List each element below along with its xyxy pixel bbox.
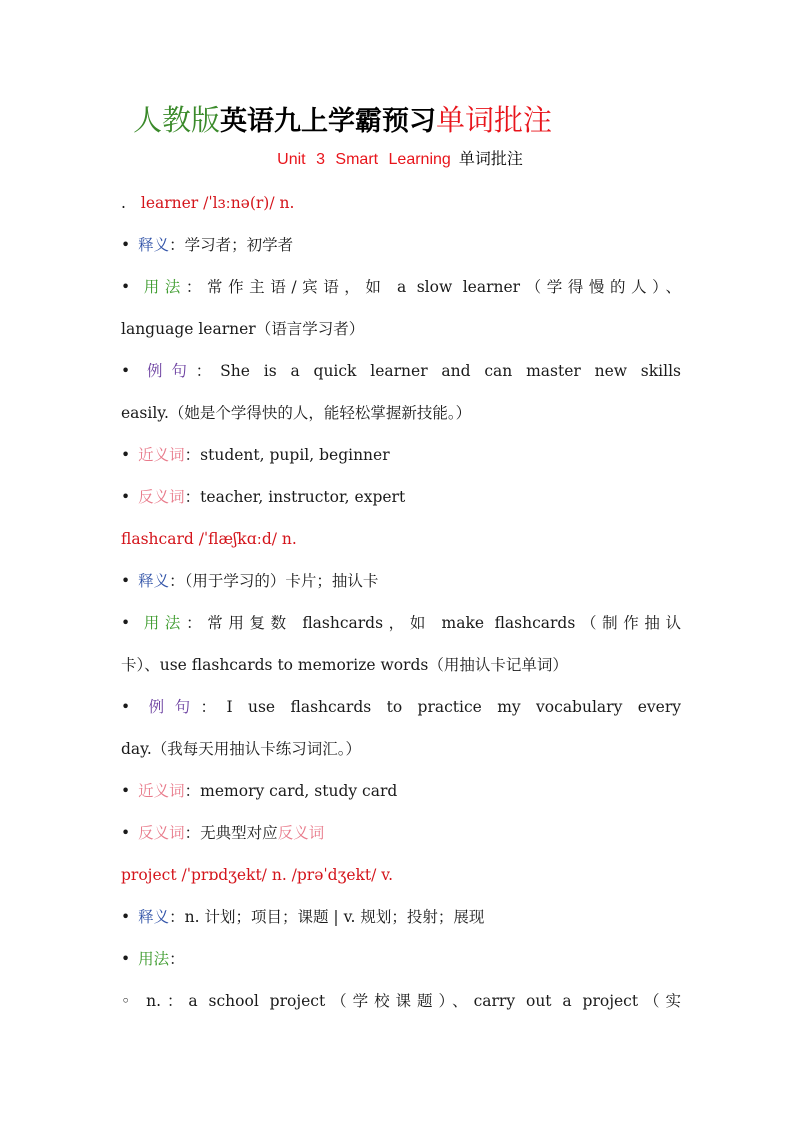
flashcard-example-line2: day.（我每天用抽认卡练习词汇。） [121,740,362,758]
label-liju: 例句 [138,698,201,716]
circle-bullet-icon: ◦ [121,992,137,1010]
usage-noun-text: n.：a school project（学校课题）、carry out a project（实 [146,992,681,1010]
flashcard-definition [121,560,681,602]
label-shiyi: 释义 [138,908,170,926]
flashcard-antonyms [121,812,681,854]
project-usage [121,938,681,980]
document-title [133,98,693,144]
antonyms-text: ：无典型对应 [184,824,278,842]
bullet: • [121,950,131,968]
headword-text: learner /ˈlɜːnə(r)/ n. [140,194,295,212]
learner-example-line1 [121,350,681,392]
title-publisher: 人教版 [133,103,221,137]
bullet: • [121,824,131,842]
learner-synonyms [121,434,681,476]
subtitle-label: 单词批注 [458,151,523,168]
learner-example-line2: easily.（她是个学得快的人，能轻松掌握新技能。） [121,404,472,422]
synonyms-text: ：memory card, study card [184,782,398,800]
bullet: • [121,698,131,716]
usage-text: ：常作主语/宾语，如 a slow learner（学得慢的人）、 [185,278,681,296]
headword-text: project /ˈprɒdʒekt/ n. /prəˈdʒekt/ v. [121,866,394,884]
definition-text: ：（用于学习的）卡片；抽认卡 [169,572,379,590]
bullet: • [121,488,131,506]
antonyms-text: ：teacher, instructor, expert [184,488,406,506]
learner-antonyms [121,476,681,518]
learner-definition [121,224,681,266]
lead-dot: . [121,194,126,212]
flashcard-synonyms [121,770,681,812]
bullet: • [121,614,131,632]
title-suffix: 单词批注 [436,103,553,137]
bullet: • [121,446,131,464]
project-usage-noun [121,980,681,1022]
antonyms-tail: 反义词 [277,824,325,842]
label-jinyi: 近义词 [138,782,185,800]
flashcard-usage-line1 [121,602,681,644]
project-definition [121,896,681,938]
bullet: • [121,236,131,254]
label-jinyi: 近义词 [138,446,185,464]
example-text: ：She is a quick learner and can master new skills [195,362,681,380]
unit-subtitle [0,148,800,172]
label-shiyi: 释义 [138,572,170,590]
bullet: • [121,908,131,926]
label-fanyi: 反义词 [138,824,185,842]
headword-project [121,854,681,896]
bullet: • [121,572,131,590]
flashcard-usage-line2: 卡）、use flashcards to memorize words（用抽认卡记单词） [121,656,568,674]
headword-learner [121,182,681,224]
label-yongfa: 用法 [138,614,187,632]
label-yongfa: 用法 [138,950,170,968]
headword-flashcard [121,518,681,560]
label-liju: 例句 [138,362,196,380]
learner-usage-line2: language learner（语言学习者） [121,320,365,338]
example-text: ：I use flashcards to practice my vocabulary every [200,698,681,716]
learner-usage-line1 [121,266,681,308]
label-fanyi: 反义词 [138,488,185,506]
bullet: • [121,362,131,380]
headword-text: flashcard /ˈflæʃkɑːd/ n. [121,530,297,548]
label-yongfa: 用法 [138,278,186,296]
synonyms-text: ：student, pupil, beginner [184,446,390,464]
label-shiyi: 释义 [138,236,170,254]
usage-text: ： [169,950,185,968]
flashcard-example-line1 [121,686,681,728]
usage-text: ：常用复数 flashcards，如 make flashcards（制作抽认 [186,614,681,632]
title-main: 英语九上学霸预习 [220,106,437,137]
bullet: • [121,782,131,800]
definition-text: ：n. 计划；项目；课题 | v. 规划；投射；展现 [169,908,485,926]
definition-text: ：学习者；初学者 [169,236,294,254]
unit-name: Unit 3 Smart Learning [277,151,451,168]
bullet: • [121,278,131,296]
